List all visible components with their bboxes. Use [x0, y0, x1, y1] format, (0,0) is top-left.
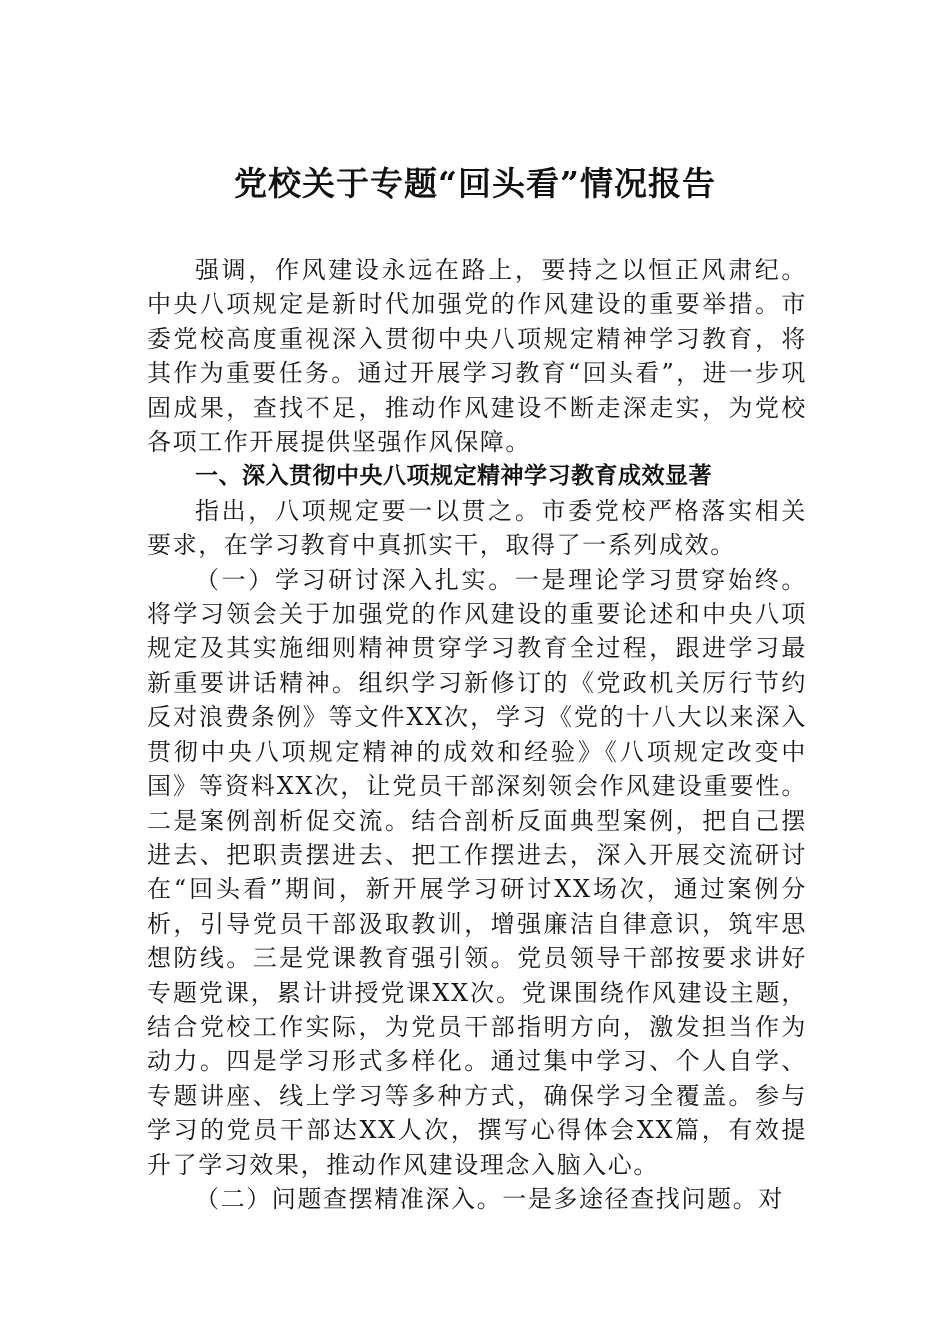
- intro-paragraph: 强调，作风建设永远在路上，要持之以恒正风肃纪。中央八项规定是新时代加强党的作风建设的重要举措。市委党校高度重视深入贯彻中央八项规定精神学习教育，将其作为重要任务。通过开展学习教育“回头看”，进一步巩固成果，查找不足，推动作风建设不断走深走实，为党校各项工作开展提供坚强作风保障。: [147, 256, 807, 457]
- subsection-2-paragraph: （二）问题查摆精准深入。一是多途径查找问题。对: [195, 1184, 784, 1213]
- subsection-1-paragraph: （一）学习研讨深入扎实。一是理论学习贯穿始终。将学习领会关于加强党的作风建设的重要论述和中央八项规定及其实施细则精神贯穿学习教育全过程，跟进学习最新重要讲话精神。组织学习新修订的《党政机关厉行节约反对浪费条例》等文件XX次，学习《党的十八大以来深入贯彻中央八项规定精神的成效和经验》《八项规定改变中国》等资料XX次，让党员干部深刻领会作风建设重要性。二是案例剖析促交流。结合剖析反面典型案例，把自己摆进去、把职责摆进去、把工作摆进去，深入开展交流研讨在“回头看”期间，新开展学习研讨XX场次，通过案例分析，引导党员干部汲取教训，增强廉洁自律意识，筑牢思想防线。三是党课教育强引领。党员领导干部按要求讲好专题党课，累计讲授党课XX次。党课围绕作风建设主题，结合党校工作实际，为党员干部指明方向，激发担当作为动力。四是学习形式多样化。通过集中学习、个人自学、专题讲座、线上学习等多种方式，确保学习全覆盖。参与学习的党员干部达XX人次，撰写心得体会XX篇，有效提升了学习效果，推动作风建设理念入脑入心。: [147, 565, 807, 1179]
- section-1-intro-paragraph: 指出，八项规定要一以贯之。市委党校严格落实相关要求，在学习教育中真抓实干，取得了一系列成效。: [147, 496, 807, 560]
- section-heading-1: 一、深入贯彻中央八项规定精神学习教育成效显著: [195, 463, 712, 490]
- document-title: 党校关于专题“回头看”情况报告: [234, 164, 716, 203]
- document-body: [147, 253, 807, 1216]
